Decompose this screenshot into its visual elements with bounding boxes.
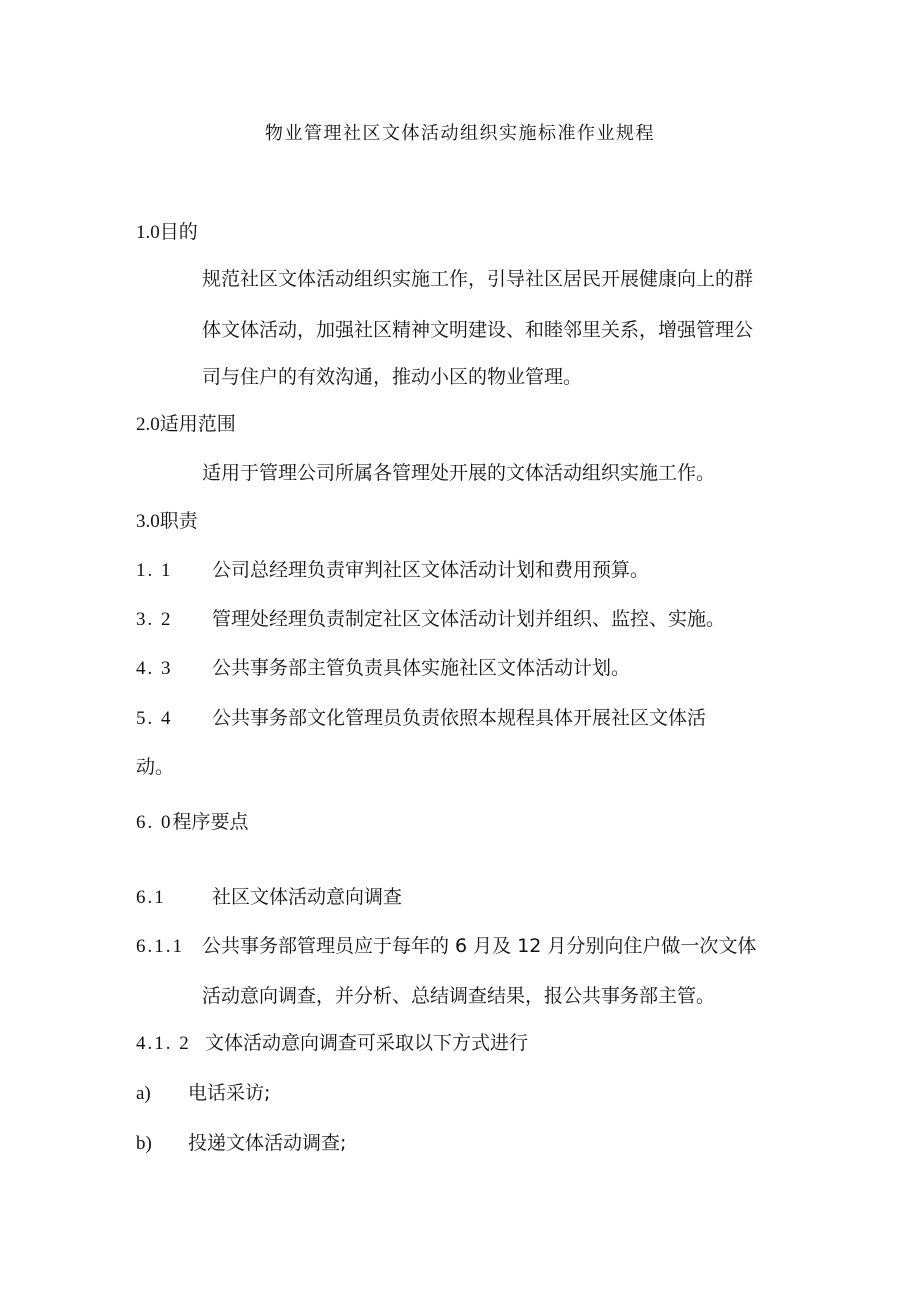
section-heading-text: 目的 [159,221,198,243]
section-number: 2.0 [136,414,160,435]
clause-number: 4.1. 2 [136,1033,191,1054]
option-marker: a) [136,1083,151,1104]
section-number: 3.0 [136,511,160,532]
clause-number-line [136,1031,191,1055]
list-item-continuation: 动。 [136,756,175,778]
paragraph-line: 规范社区文体活动组织实施工作，引导社区居民开展健康向上的群 [202,268,754,290]
option-text: 投递文体活动调查; [188,1132,347,1154]
list-item [136,558,173,582]
section-heading-procedure [136,810,249,834]
clause-text-continuation: 活动意向调查，并分析、总结调查结果，报公共事务部主管。 [202,985,716,1007]
item-number: 4. 3 [136,658,173,679]
subsection-heading: 社区文体活动意向调查 [212,886,403,908]
document-title: 物业管理社区文体活动组织实施标准作业规程 [265,123,655,144]
section-heading-text: 职责 [159,510,198,532]
list-item [136,656,173,680]
list-item-text: 公共事务部文化管理员负责依照本规程具体开展社区文体活 [212,707,707,729]
item-number: 3. 2 [136,609,173,630]
section-number: 6. 0 [136,812,173,833]
clause-number-line [136,934,184,958]
clause-text: 公共事务部管理员应于每年的 6 月及 12 月分别向住户做一次文体 [202,935,757,957]
list-item [136,607,173,631]
section-number: 1.0 [136,222,160,243]
section-heading-responsibilities [136,509,198,533]
list-item-text: 管理处经理负责制定社区文体活动计划并组织、监控、实施。 [212,608,726,630]
list-item [136,706,173,730]
option-text: 电话采访; [188,1082,271,1104]
section-heading-scope [136,412,236,436]
clause-number: 6.1.1 [136,936,184,957]
item-number: 5. 4 [136,708,173,729]
section-heading-text: 程序要点 [172,811,249,833]
item-number: 1. 1 [136,560,173,581]
subsection-number-line [136,885,166,909]
option-marker-line [136,1081,151,1105]
paragraph-line: 适用于管理公司所属各管理处开展的文体活动组织实施工作。 [202,462,716,484]
clause-text: 文体活动意向调查可采取以下方式进行 [205,1032,529,1054]
list-item-text: 公司总经理负责审判社区文体活动计划和费用预算。 [212,559,650,581]
subsection-number: 6.1 [136,887,166,908]
section-heading-purpose [136,220,198,244]
list-item-text: 公共事务部主管负责具体实施社区文体活动计划。 [212,657,631,679]
paragraph-line: 体文体活动，加强社区精神文明建设、和睦邻里关系，增强管理公 [202,319,754,341]
section-heading-text: 适用范围 [159,413,236,435]
option-marker-line [136,1131,152,1155]
paragraph-line: 司与住户的有效沟通，推动小区的物业管理。 [202,366,583,388]
option-marker: b) [136,1133,152,1154]
